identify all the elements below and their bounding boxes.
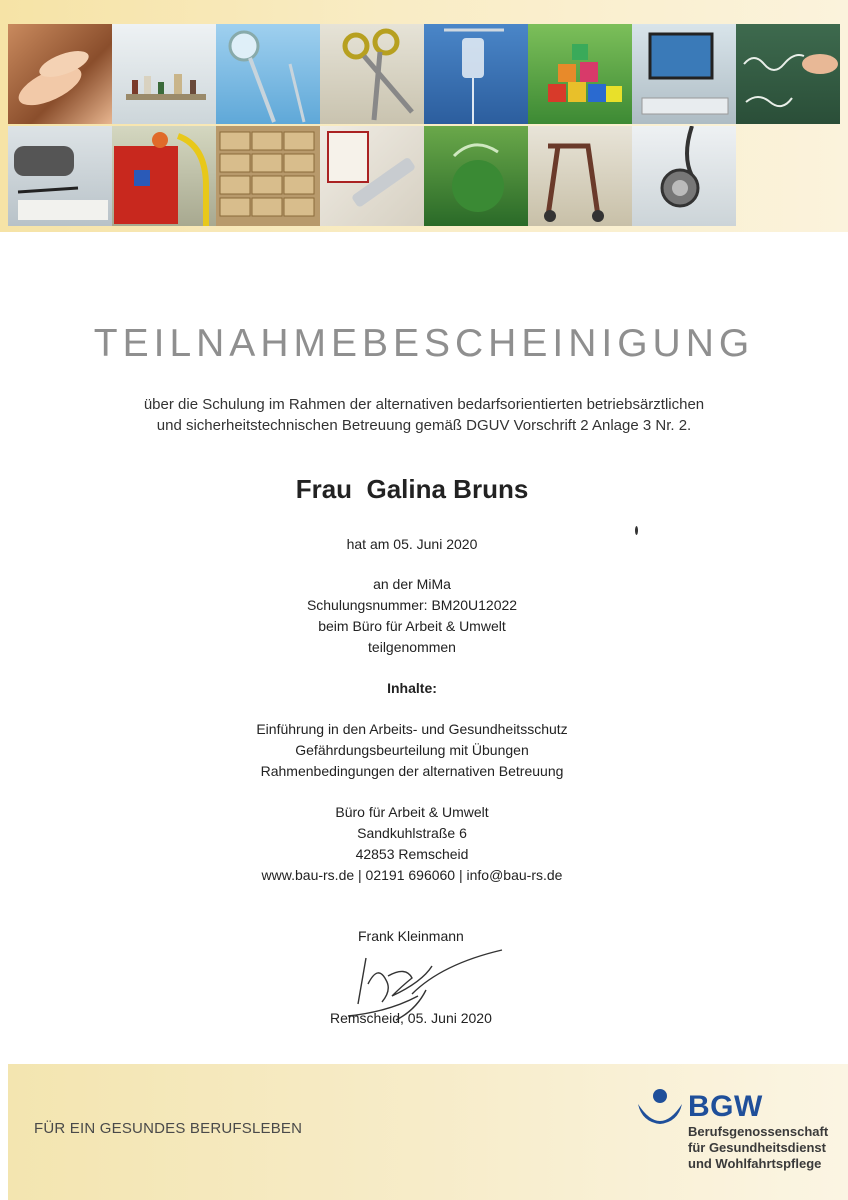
photo-walker [528, 126, 632, 226]
photo-scissors [320, 24, 424, 124]
participant-name: Frau Galina Bruns [295, 474, 529, 504]
training-location: an der MiMa [373, 576, 451, 592]
bgw-emblem-icon [636, 1086, 684, 1130]
bgw-full-name [688, 1124, 828, 1172]
certificate-title: TEILNAHMEBESCHEINIGUNG [93, 322, 755, 366]
photo-stethoscope [632, 126, 736, 226]
photo-grid [8, 24, 848, 226]
photo-syringe [320, 126, 424, 226]
intro-line-2: und sicherheitstechnischen Betreuung gemäß DGUV Vorschrift 2 Anlage 3 Nr. 2. [156, 417, 692, 434]
contents-heading: Inhalte: [387, 680, 437, 696]
photo-infusion [424, 24, 528, 124]
training-number: Schulungsnummer: BM20U12022 [306, 597, 518, 613]
photo-emergency-box [112, 126, 216, 226]
header-photo-collage [0, 0, 848, 232]
bgw-logo [636, 1082, 836, 1182]
contents-list [0, 719, 824, 782]
training-details [0, 574, 824, 658]
photo-dental-mirror [216, 24, 320, 124]
contents-item: Rahmenbedingungen der alternativen Betreuung [260, 763, 564, 779]
address-street: Sandkuhlstraße 6 [357, 825, 467, 841]
scan-speck [635, 526, 638, 535]
footer-band [8, 1064, 848, 1200]
photo-office-phone [8, 126, 112, 226]
photo-toy-blocks [528, 24, 632, 124]
bgw-name-line-2: für Gesundheitsdienst [688, 1140, 826, 1155]
attendance-date: hat am 05. Juni 2020 [346, 536, 478, 552]
photo-drawer-cabinet [216, 126, 320, 226]
place-and-date: Remscheid, 05. Juni 2020 [330, 1010, 492, 1026]
intro-line-1: über die Schulung im Rahmen der alternativen bedarfsorientierten betriebsärztlichen [143, 396, 705, 413]
photo-pharmacy-shelf [112, 24, 216, 124]
address-name: Büro für Arbeit & Umwelt [335, 804, 489, 820]
training-participated: teilgenommen [368, 639, 456, 655]
bgw-name-line-3: und Wohlfahrtspflege [688, 1156, 822, 1171]
organizer-address [0, 802, 824, 886]
contents-item: Gefährdungsbeurteilung mit Übungen [295, 742, 529, 758]
photo-massage [8, 24, 112, 124]
footer-slogan: FÜR EIN GESUNDES BERUFSLEBEN [34, 1120, 303, 1137]
intro-text [74, 394, 774, 436]
photo-chalkboard [736, 24, 840, 124]
photo-computer [632, 24, 736, 124]
address-contact: www.bau-rs.de | 02191 696060 | info@bau-rs.de [261, 867, 563, 883]
training-organizer: beim Büro für Arbeit & Umwelt [318, 618, 506, 634]
bgw-name-line-1: Berufsgenossenschaft [688, 1124, 829, 1139]
photo-plant-spray [424, 126, 528, 226]
address-city: 42853 Remscheid [355, 846, 469, 862]
bgw-abbreviation: BGW [688, 1090, 763, 1123]
signer-name: Frank Kleinmann [358, 928, 464, 944]
contents-item: Einführung in den Arbeits- und Gesundheitsschutz [256, 721, 568, 737]
